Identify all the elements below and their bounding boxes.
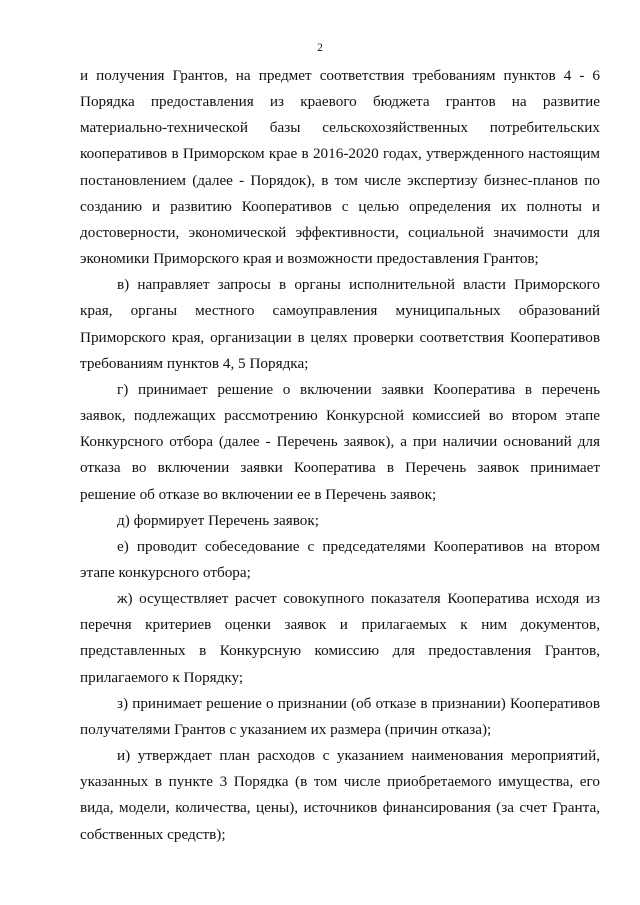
paragraph-continuation: и получения Грантов, на предмет соответствия требованиям пунктов 4 - 6 Порядка предоставления из краевого бюджета грантов на развитие материально-технической базы сельскохозяйственных потребительских кооперативов в Приморском крае в 2016-2020 годах, утвержденного настоящим постановлением (далее - Порядок), в том числе экспертизу бизнес-планов по созданию и развитию Кооперативов с целью определения их полноты и достоверности, экономической эффективности, социальной значимости для экономики Приморского края и возможности предоставления Грантов; [80,67,600,268]
paragraph-item-z: з) принимает решение о признании (об отказе в признании) Кооперативов получателями Грантов с указанием их размера (причин отказа); [80,694,600,738]
paragraph-item-v: в) направляет запросы в органы исполнительной власти Приморского края, органы местного самоуправления муниципальных образований Приморского края, организации в целях проверки соответствия Кооперативов требованиям пунктов 4, 5 Порядка; [80,276,600,372]
paragraph-item-g: г) принимает решение о включении заявки Кооператива в перечень заявок, подлежащих рассмотрению Конкурсной комиссией во втором этапе Конкурсного отбора (далее - Перечень заявок), а при наличии оснований для отказа во включении заявки Кооператива в Перечень заявок принимает решение об отказе во включении ее в Перечень заявок; [80,380,600,503]
paragraph-item-zh: ж) осуществляет расчет совокупного показателя Кооператива исходя из перечня критериев оценки заявок и прилагаемых к ним документов, представленных в Конкурсную комиссию для предоставления Грантов, прилагаемого к Порядку; [80,590,600,686]
paragraph-item-e: е) проводит собеседование с председателями Кооперативов на втором этапе конкурсного отбора; [80,537,600,581]
paragraph-item-d: д) формирует Перечень заявок; [117,511,319,529]
document-body [80,63,600,848]
paragraph-item-i: и) утверждает план расходов с указанием наименования мероприятий, указанных в пункте 3 Порядка (в том числе приобретаемого имущества, его вида, модели, количества, цены), источников финансирования (за счет Гранта, собственных средств); [80,747,600,843]
page-number: 2 [317,42,323,54]
